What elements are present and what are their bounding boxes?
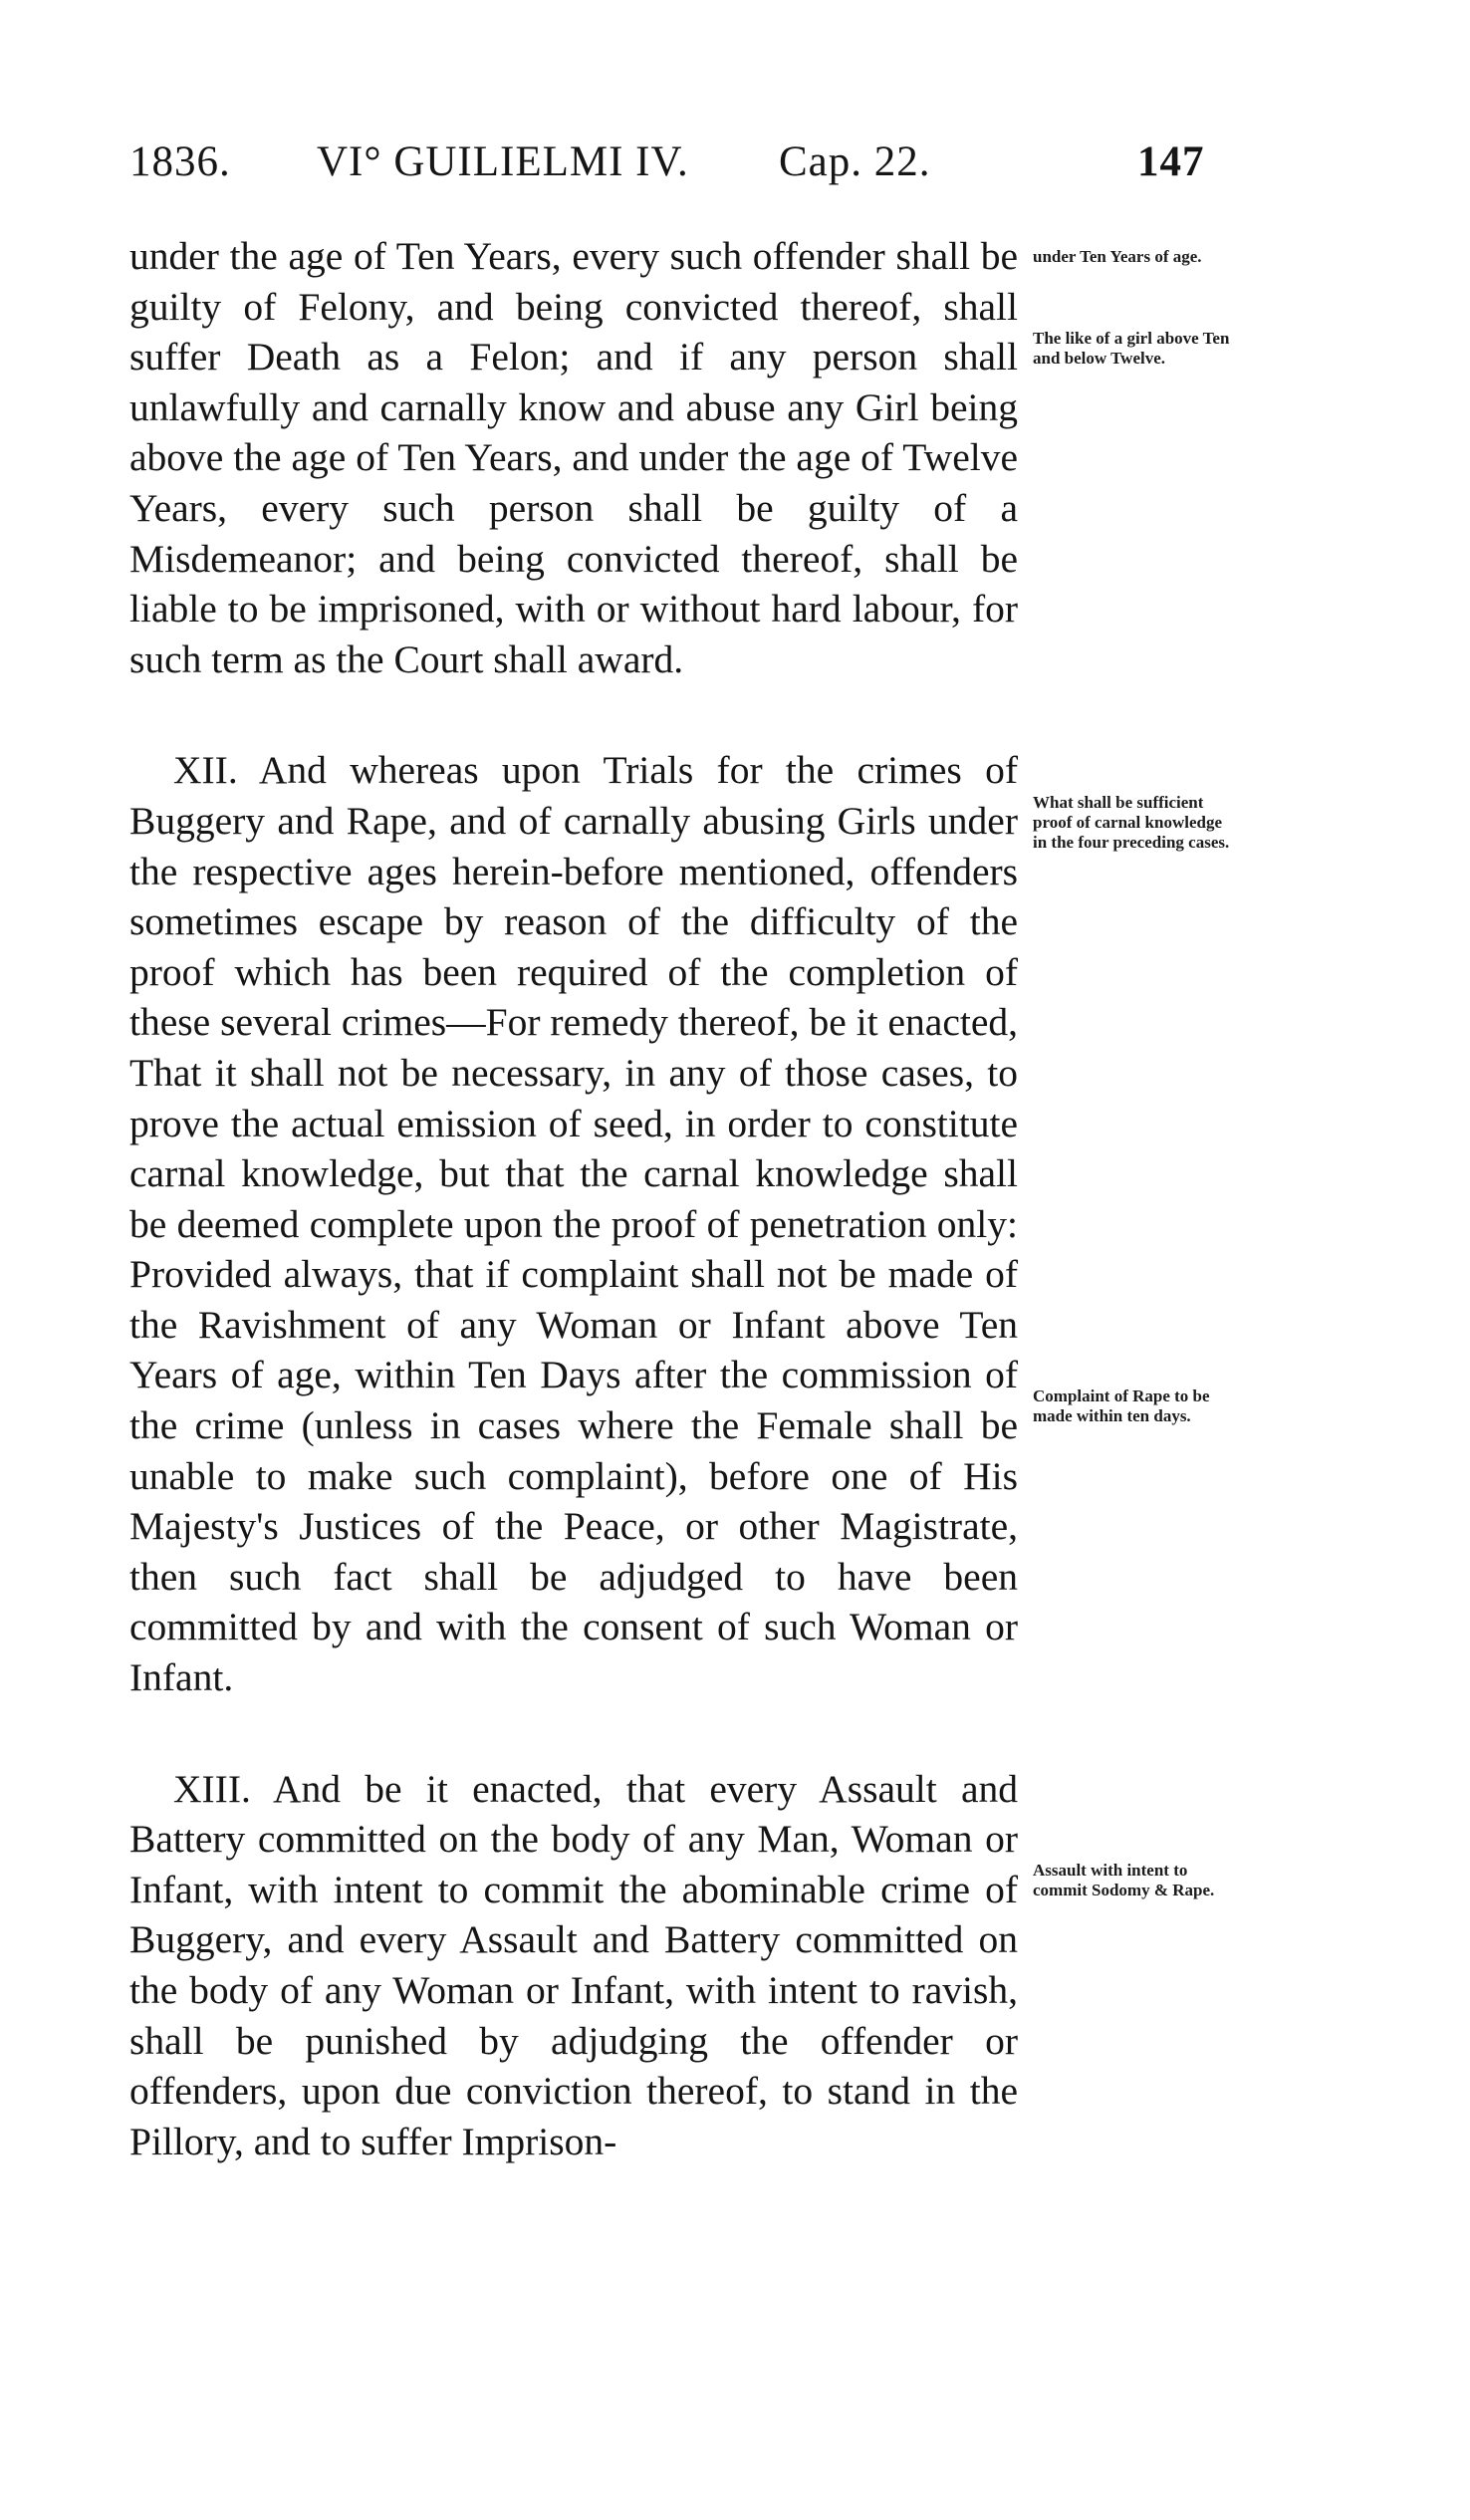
paragraph-text: And whereas upon Trials for the crimes of Buggery and Rape, and of carnally abusing Girls under the respective ages herein-before mentioned, offenders sometimes escape by reason of the difficulty of the proof which has been required of the completion of these several crimes—For remedy thereof, be it enacted, That it shall not be necessary, in any of those cases, to prove the actual emission of seed, in order to constitute carnal knowledge, but that the carnal knowledge shall be deemed complete upon the proof of penetration only: Provided always, that if complaint shall not be made of the Ravishment of any Woman or Infant above Ten Years of age, within Ten Days after the commission of the crime (unless in cases where the Female shall be unable to make such complaint), before one of His Majesty's Justices of the Peace, or other Magistrate, then such fact shall be adjudged to have been committed by and with the consent of such Woman or Infant.	[129, 748, 1018, 1700]
paragraph-text: under the age of Ten Years, every such offender shall be guilty of Felony, and being convicted thereof, shall suffer Death as a Felon; and if any person shall unlawfully and carnally know and abuse any Girl being above the age of Ten Years, and under the age of Twelve Years, every such person shall be guilty of a Misdemeanor; and being convicted thereof, shall be liable to be imprisoned, with or without hard labour, for such term as the Court shall award.	[129, 234, 1018, 681]
section-xiii	[129, 1764, 1018, 2167]
marginal-note-under-ten: under Ten Years of age.	[1033, 247, 1202, 266]
header-title: VI° GUILIELMI IV.	[317, 138, 689, 185]
header-chapter: Cap. 22.	[779, 138, 931, 185]
paragraph-text: And be it enacted, that every Assault and Battery committed on the body of any Man, Woman or Infant, with intent to commit the abominable crime of Buggery, and every Assault and Battery committed on the body of any Woman or Infant, with intent to ravish, shall be punished by adjudging the offender or offenders, upon due conviction thereof, to stand in the Pillory, and to suffer Imprison-	[129, 1766, 1018, 2163]
marginal-note-ten-to-twelve: The like of a girl above Ten and below Twelve.	[1033, 329, 1230, 368]
section-xii	[129, 745, 1018, 1702]
paragraph-continued	[129, 231, 1018, 684]
page-number: 147	[1137, 138, 1205, 185]
marginal-note-assault-with-intent: Assault with intent to commit Sodomy & Rape.	[1033, 1861, 1215, 1899]
marginal-note-proof-of-knowledge: What shall be sufficient proof of carnal knowledge in the four preceding cases.	[1033, 793, 1230, 852]
section-number: XIII.	[173, 1766, 251, 1811]
section-number: XII.	[173, 748, 238, 793]
header-year: 1836.	[129, 138, 231, 185]
running-header	[129, 137, 1215, 207]
statute-body	[129, 231, 1018, 2166]
marginal-note-complaint-of-rape: Complaint of Rape to be made within ten days.	[1033, 1386, 1210, 1425]
